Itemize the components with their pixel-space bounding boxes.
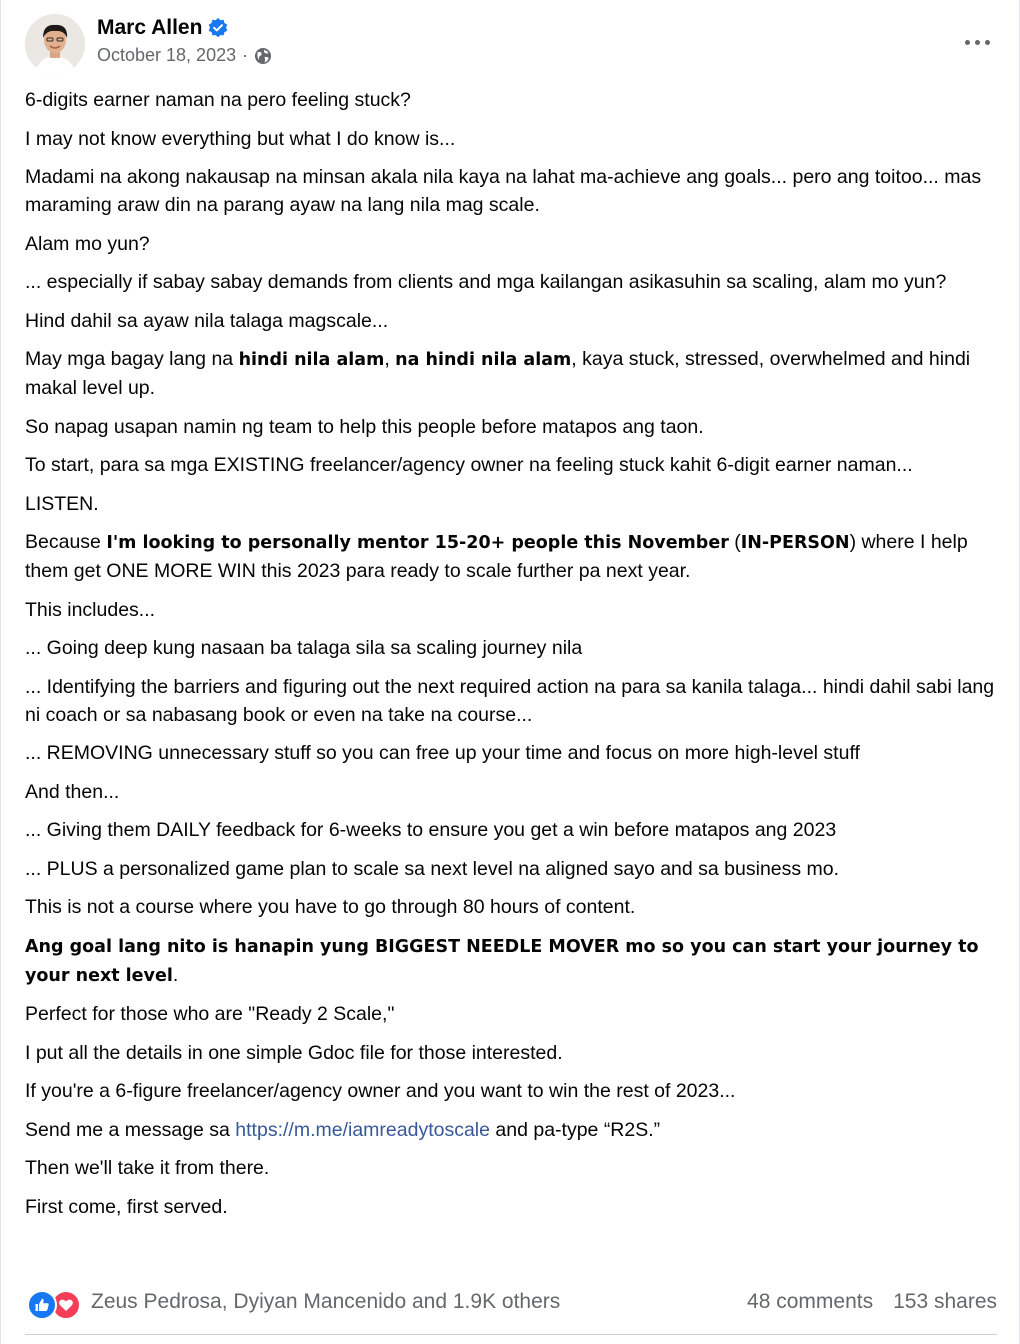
paragraph: Hind dahil sa ayaw nila talaga magscale...	[25, 309, 389, 332]
engagement-counts	[747, 1290, 997, 1314]
avatar[interactable]	[25, 14, 85, 74]
paragraph: Alam mo yun?	[25, 232, 150, 255]
author-name-text[interactable]: Marc Allen	[97, 16, 203, 39]
paragraph: And then...	[25, 780, 120, 803]
paragraph: Perfect for those who are "Ready 2 Scale,"	[25, 1003, 395, 1025]
paragraph: ... Giving them DAILY feedback for 6-weeks to ensure you get a win before matapos ang 2023	[25, 819, 837, 841]
footer-divider	[25, 1334, 997, 1335]
shares-count[interactable]: 153 shares	[893, 1290, 997, 1313]
reactors-summary[interactable]: Zeus Pedrosa, Dyiyan Mancenido and 1.9K others	[91, 1290, 561, 1313]
like-reaction-icon	[27, 1290, 57, 1320]
paragraph: ... Going deep kung nasaan ba talaga sila sa scaling journey nila	[25, 637, 583, 659]
meta-separator: ·	[242, 45, 249, 65]
paragraph: LISTEN.	[25, 492, 99, 515]
author-name[interactable]	[97, 16, 228, 40]
post-header	[25, 12, 997, 76]
paragraph: If you're a 6-figure freelancer/agency owner and you want to win the rest of 2023...	[25, 1080, 736, 1102]
globe-icon[interactable]	[254, 47, 272, 65]
post-footer	[25, 1284, 997, 1324]
post-body	[25, 86, 997, 1231]
paragraph: May mga bagay lang na hindi nila alam, na hindi nila alam, kaya stuck, stressed, overwhelmed and hindi makal level up.	[25, 348, 971, 399]
paragraph: Then we'll take it from there.	[25, 1157, 270, 1179]
paragraph: Ang goal lang nito is hanapin yung BIGGEST NEEDLE MOVER mo so you can start your journey to your next level.	[25, 936, 979, 986]
verified-badge-icon	[208, 18, 228, 38]
paragraph: 6-digits earner naman na pero feeling stuck?	[25, 89, 411, 111]
paragraph: This includes...	[25, 598, 156, 621]
paragraph: Send me a message sa https://m.me/iamreadytoscale and pa-type “R2S.”	[25, 1118, 661, 1141]
paragraph: ... PLUS a personalized game plan to scale sa next level na aligned sayo and sa business mo.	[25, 857, 840, 880]
paragraph: ... especially if sabay sabay demands from clients and mga kailangan asikasuhin sa scaling, alam mo yun?	[25, 271, 947, 293]
comments-count[interactable]: 48 comments	[747, 1290, 874, 1313]
paragraph: I put all the details in one simple Gdoc file for those interested.	[25, 1041, 563, 1064]
post-meta	[97, 45, 272, 66]
reaction-icons[interactable]	[27, 1290, 83, 1318]
paragraph: ... Identifying the barriers and figuring out the next required action na para sa kanila talaga... hindi dahil sabi lang ni coach or sa nabasang book or even na take na course...	[25, 675, 995, 726]
paragraph: Madami na akong nakausap na minsan akala nila kaya na lahat ma-achieve ang goals... pero ang toitoo... mas maraming araw din na parang ayaw na lang nila mag scale.	[25, 166, 982, 216]
paragraph: I may not know everything but what I do know is...	[25, 127, 456, 150]
paragraph: So napag usapan namin ng team to help this people before matapos ang taon.	[25, 415, 704, 438]
paragraph: This is not a course where you have to go through 80 hours of content.	[25, 896, 636, 918]
paragraph: Because I'm looking to personally mentor 15-20+ people this November (IN-PERSON) where I help them get ONE MORE WIN this 2023 para ready to scale further pa next year.	[25, 531, 968, 582]
more-options-icon[interactable]	[957, 28, 997, 56]
paragraph: ... REMOVING unnecessary stuff so you can free up your time and focus on more high-level stuff	[25, 742, 860, 764]
messenger-link[interactable]: https://m.me/iamreadytoscale	[235, 1118, 490, 1141]
paragraph: First come, first served.	[25, 1195, 228, 1218]
paragraph: To start, para sa mga EXISTING freelancer/agency owner na feeling stuck kahit 6-digit earner naman...	[25, 454, 913, 476]
post-date[interactable]: October 18, 2023	[97, 45, 237, 65]
